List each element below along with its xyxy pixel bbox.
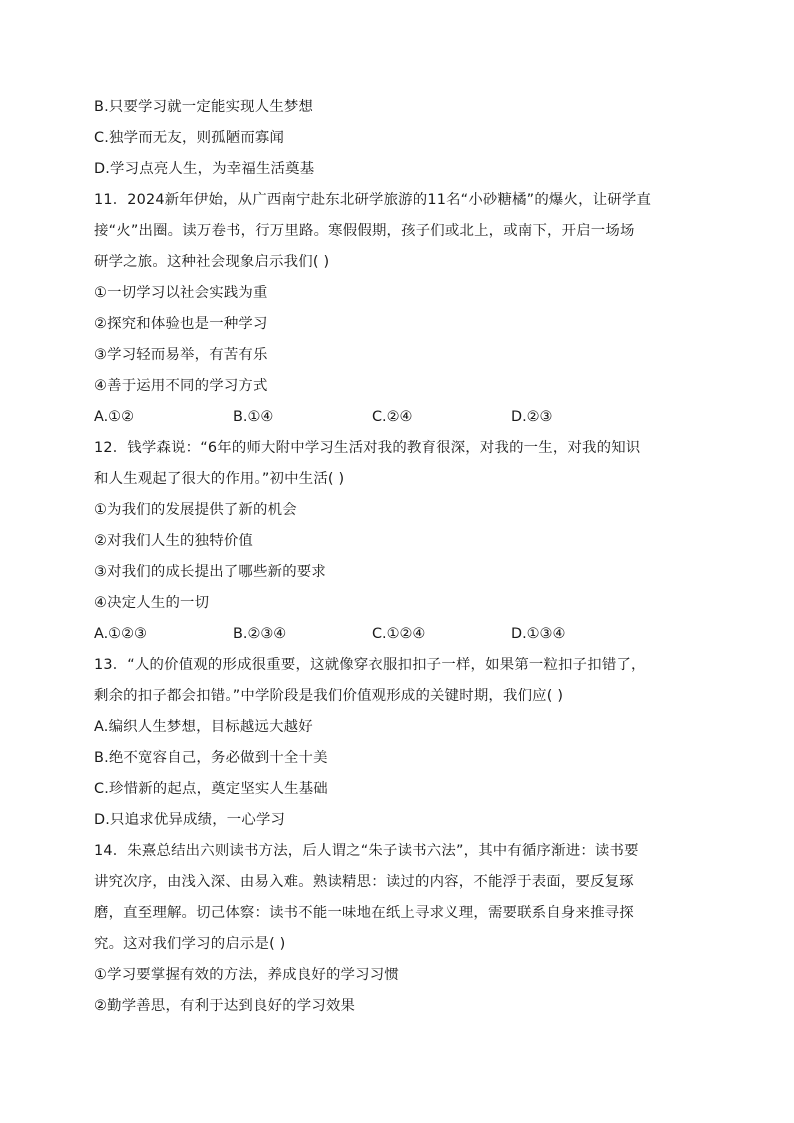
text-line: ①为我们的发展提供了新的机会 <box>94 502 297 518</box>
text-line: ①学习要掌握有效的方法，养成良好的学习习惯 <box>94 967 399 983</box>
text-line: B.只要学习就一定能实现人生梦想 <box>94 99 314 115</box>
text-line: 12．钱学森说：“6年的师大附中学习生活对我的教育很深，对我的一生，对我的知识 <box>94 440 641 456</box>
text-line: A.编织人生梦想，目标越远大越好 <box>94 719 313 735</box>
text-line: ②对我们人生的独特价值 <box>94 533 254 549</box>
answer-options-row <box>94 619 704 650</box>
text-line: C.珍惜新的起点，奠定坚实人生基础 <box>94 781 328 797</box>
text-line: 研学之旅。这种社会现象启示我们( ) <box>94 254 330 270</box>
answer-option: B.②③④ <box>233 626 287 642</box>
text-line: 究。这对我们学习的启示是( ) <box>94 936 286 952</box>
text-line: ②探究和体验也是一种学习 <box>94 316 268 332</box>
answer-option: A.①② <box>94 409 134 425</box>
text-line: 和人生观起了很大的作用。”初中生活( ) <box>94 471 345 487</box>
answer-option: D.②③ <box>511 409 553 425</box>
question-content <box>94 92 704 1022</box>
text-line: 13．“人的价值观的形成很重要，这就像穿衣服扣扣子一样，如果第一粒扣子扣错了， <box>94 657 646 673</box>
answer-option: A.①②③ <box>94 626 147 642</box>
text-line: 讲究次序，由浅入深、由易入难。熟读精思：读过的内容，不能浮于表面，要反复琢 <box>94 874 634 890</box>
text-line: ②勤学善思，有利于达到良好的学习效果 <box>94 998 356 1014</box>
answer-option: C.①②④ <box>372 626 426 642</box>
text-line: 14．朱熹总结出六则读书方法，后人谓之“朱子读书六法”，其中有循序渐进：读书要 <box>94 843 639 859</box>
text-line: B.绝不宽容自己，务必做到十全十美 <box>94 750 328 766</box>
answer-options-row <box>94 402 704 433</box>
text-line: D.只追求优异成绩，一心学习 <box>94 812 286 828</box>
text-line: 11．2024新年伊始，从广西南宁赴东北研学旅游的11名“小砂糖橘”的爆火，让研学直 <box>94 192 652 208</box>
text-line: C.独学而无友，则孤陋而寡闻 <box>94 130 285 146</box>
answer-option: D.①③④ <box>511 626 566 642</box>
text-line: ③对我们的成长提出了哪些新的要求 <box>94 564 326 580</box>
text-line: D.学习点亮人生，为幸福生活奠基 <box>94 161 315 177</box>
text-line: ③学习轻而易举，有苦有乐 <box>94 347 268 363</box>
text-line: ④决定人生的一切 <box>94 595 210 611</box>
text-line: 接“火”出圈。读万卷书，行万里路。寒假假期，孩子们或北上，或南下，开启一场场 <box>94 223 635 239</box>
text-line: 剩余的扣子都会扣错。”中学阶段是我们价值观形成的关键时期，我们应( ) <box>94 688 564 704</box>
text-line: 磨，直至理解。切己体察：读书不能一味地在纸上寻求义理，需要联系自身来推寻探 <box>94 905 634 921</box>
answer-option: C.②④ <box>372 409 413 425</box>
text-line: ④善于运用不同的学习方式 <box>94 378 268 394</box>
text-line: ①一切学习以社会实践为重 <box>94 285 268 301</box>
answer-option: B.①④ <box>233 409 274 425</box>
